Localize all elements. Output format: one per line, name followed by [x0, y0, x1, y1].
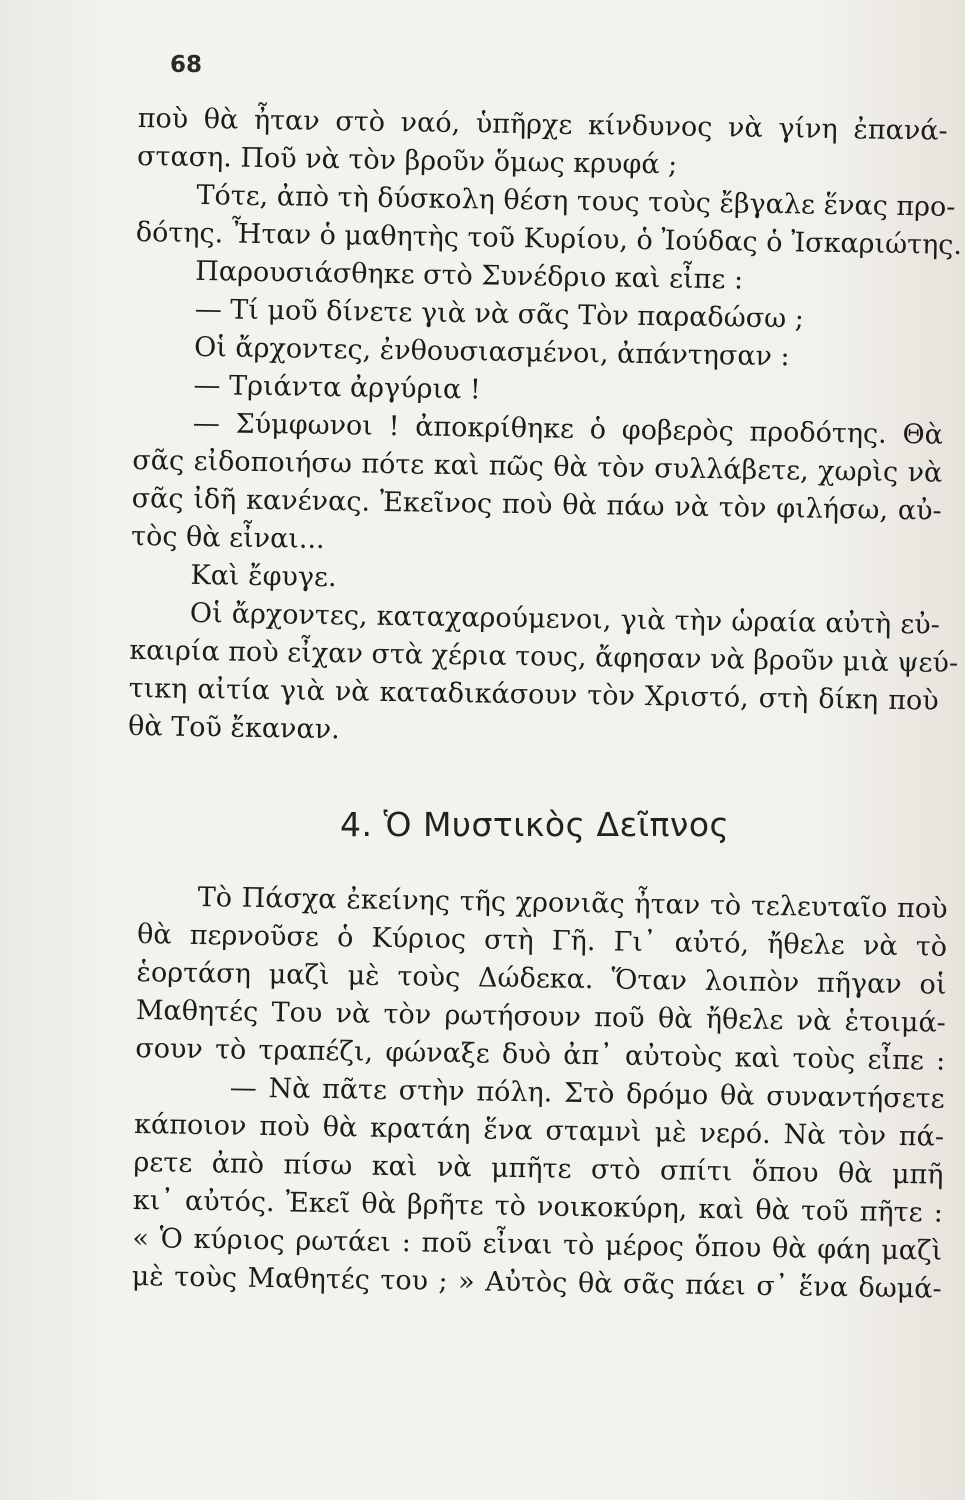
text-line: Τὸ Πάσχα ἐκείνης τῆς χρονιᾶς ἦταν τὸ τελευταῖο ποὺ [197, 881, 948, 925]
text-line: ἑορτάση μαζὶ μὲ τοὺς Δώδεκα. Ὅταν λοιπὸν πῆγαν οἱ [136, 956, 947, 1001]
text-line: θὰ περνοῦσε ὁ Κύριος στὴ Γῆ. Γι᾽ αὐτό, ἤθελε νὰ τὸ [136, 918, 948, 963]
text-line: — Νὰ πᾶτε στὴν πόλη. Στὸ δρόμο θὰ συναντήσετε [229, 1072, 945, 1115]
paragraph-block-judas [127, 100, 963, 759]
text-line: σᾶς ἰδῆ κανένας. Ἐκεῖνος ποὺ θὰ πάω νὰ τὸν φιλήσω, αὐ- [131, 482, 942, 527]
page-number: 68 [170, 52, 203, 78]
text-line: τὸς θὰ εἶναι... [130, 520, 325, 555]
text-line: Οἱ ἄρχοντες, καταχαρούμενοι, γιὰ τὴν ὡραία αὐτὴ εὐ- [189, 597, 941, 641]
text-line: σᾶς εἰδοποιήσω πότε καὶ πῶς θὰ τὸν συλλάβετε, χωρὶς νὰ [132, 444, 943, 489]
text-line: Παρουσιάσθηκε στὸ Συνέδριο καὶ εἶπε : [195, 255, 744, 296]
section-heading: 4. Ὁ Μυστικὸς Δεῖπνος [340, 805, 730, 844]
text-line: Τότε, ἀπὸ τὴ δύσκολη θέση τους τοὺς ἔβγαλε ἕνας προ- [196, 179, 956, 223]
text-line: θὰ Τοῦ ἔκαναν. [127, 710, 340, 746]
text-line: κι᾽ αὐτός. Ἐκεῖ θὰ βρῆτε τὸ νοικοκύρη, καὶ θὰ τοῦ πῆτε : [132, 1184, 944, 1229]
text-line: — Τριάντα ἀργύρια ! [193, 369, 481, 406]
text-line: « Ὁ κύριος ρωτάει : ποῦ εἶναι τὸ μέρος ὅπου θὰ φάη μαζὶ [132, 1222, 943, 1267]
text-line: καιρία ποὺ εἶχαν στὰ χέρια τους, ἄφησαν νὰ βροῦν μιὰ ψεύ- [129, 634, 959, 679]
text-line: — Τί μοῦ δίνετε γιὰ νὰ σᾶς Τὸν παραδώσω ; [194, 293, 805, 335]
text-line: σουν τὸ τραπέζι, φώναξε δυὸ ἀπ᾽ αὐτοὺς καὶ τοὺς εἶπε : [135, 1032, 946, 1077]
text-line: τικη αἰτία γιὰ νὰ καταδικάσουν τὸν Χριστό, στὴ δίκη ποὺ [128, 672, 939, 717]
text-line: σταση. Ποῦ νὰ τὸν βροῦν ὅμως κρυφά ; [136, 140, 678, 181]
text-line: Καὶ ἔφυγε. [190, 559, 337, 594]
text-line: Μαθητές Του νὰ τὸν ρωτήσουν ποῦ θὰ ἤθελε νὰ ἑτοιμά- [135, 994, 947, 1039]
text-line: δότης. Ἦταν ὁ μαθητὴς τοῦ Κυρίου, ὁ Ἰούδας ὁ Ἰσκαριώτης. [135, 216, 963, 261]
text-line: ποὺ θὰ ἦταν στὸ ναό, ὑπῆρχε κίνδυνος νὰ γίνη ἐπανά- [137, 102, 948, 147]
text-line: ρετε ἀπὸ πίσω καὶ νὰ μπῆτε στὸ σπίτι ὅπου θὰ μπῆ [133, 1146, 944, 1191]
text-line: μὲ τοὺς Μαθητές του ; » Αὐτὸς θὰ σᾶς πάει σ᾽ ἕνα δωμά- [131, 1260, 942, 1305]
paragraph-block-last-supper [131, 878, 947, 1309]
text-line: κάποιον ποὺ θὰ κρατάη ἕνα σταμνὶ μὲ νερό. Νὰ τὸν πά- [133, 1108, 945, 1153]
text-line: Οἱ ἄρχοντες, ἐνθουσιασμένοι, ἀπάντησαν : [193, 331, 790, 373]
text-line: — Σύμφωνοι ! ἀποκρίθηκε ὁ φοβερὸς προδότης. Θὰ [192, 407, 944, 451]
